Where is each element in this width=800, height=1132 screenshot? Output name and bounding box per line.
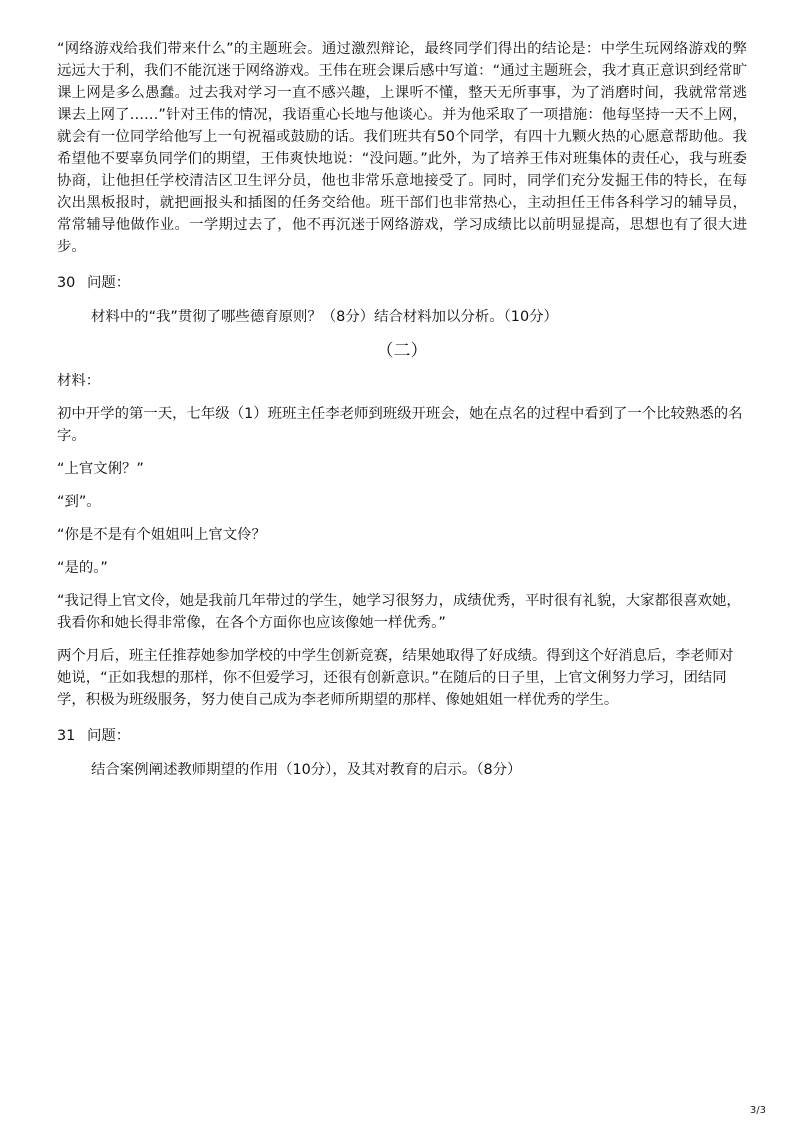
dialogue-line-2: “到”。	[57, 494, 101, 510]
question-30-label: 问题：	[87, 275, 131, 291]
page-content	[57, 38, 747, 781]
dialogue-line-1: “上官文俐？”	[57, 461, 144, 477]
page-number: 3/3	[749, 1105, 766, 1116]
question-31-header	[57, 725, 747, 747]
dialogue-line-3: “你是不是有个姐姐叫上官文伶？	[57, 527, 266, 543]
question-31-label: 问题：	[87, 728, 131, 744]
material-two-paragraph-2: 两个月后，班主任推荐她参加学校的中学生创新竞赛，结果她取得了好成绩。得到这个好消息后，李老师对她说，“正如我想的那样，你不但爱学习，还很有创新意识。”在随后的日子里，上官文俐努力学习，团结同学，积极为班级服务，努力使自己成为李老师所期望的那样、像她姐姐一样优秀的学生。	[57, 648, 734, 708]
dialogue-line-4: “是的。”	[57, 560, 108, 576]
question-30-number: 30	[57, 275, 76, 291]
question-31-text: 结合案例阐述教师期望的作用（10分），及其对教育的启示。（8分）	[91, 762, 522, 778]
question-30-header	[57, 272, 747, 294]
material-one-paragraph: “网络游戏给我们带来什么”的主题班会。通过激烈辩论，最终同学们得出的结论是：中学生玩网络游戏的弊远远大于利，我们不能沉迷于网络游戏。王伟在班会课后感中写道：“通过主题班会，我才真正意识到经常旷课上网是多么愚蠢。过去我对学习一直不感兴趣，上课听不懂，整天无所事事，为了消磨时间，我就常常逃课去上网了……”针对王伟的情况，我语重心长地与他谈心。并为他采取了一项措施：他每坚持一天不上网，就会有一位同学给他写上一句祝福或鼓励的话。我们班共有50个同学，有四十九颗火热的心愿意帮助他。我希望他不要辜负同学们的期望，王伟爽快地说：“没问题。”此外，为了培养王伟对班集体的责任心，我与班委协商，让他担任学校清洁区卫生评分员，他也非常乐意地接受了。同时，同学们充分发掘王伟的特长，在每次出黑板报时，就把画报头和插图的任务交给他。班干部们也非常热心，主动担任王伟各科学习的辅导员，常常辅导他做作业。一学期过去了，他不再沉迷于网络游戏，学习成绩比以前明显提高，思想也有了很大进步。	[57, 41, 747, 255]
material-label: 材料：	[57, 373, 101, 389]
dialogue-line-5: “我记得上官文伶，她是我前几年带过的学生，她学习很努力，成绩优秀，平时很有礼貌，大家都很喜欢她，我看你和她长得非常像，在各个方面你也应该像她一样优秀。”	[57, 593, 741, 631]
question-30-text: 材料中的“我”贯彻了哪些德育原则？（8分）结合材料加以分析。（10分）	[91, 309, 558, 325]
material-two-paragraph-1: 初中开学的第一天，七年级（1）班班主任李老师到班级开班会，她在点名的过程中看到了一个比较熟悉的名字。	[57, 406, 743, 444]
section-two-title: （二）	[376, 341, 428, 361]
question-31-number: 31	[57, 728, 76, 744]
